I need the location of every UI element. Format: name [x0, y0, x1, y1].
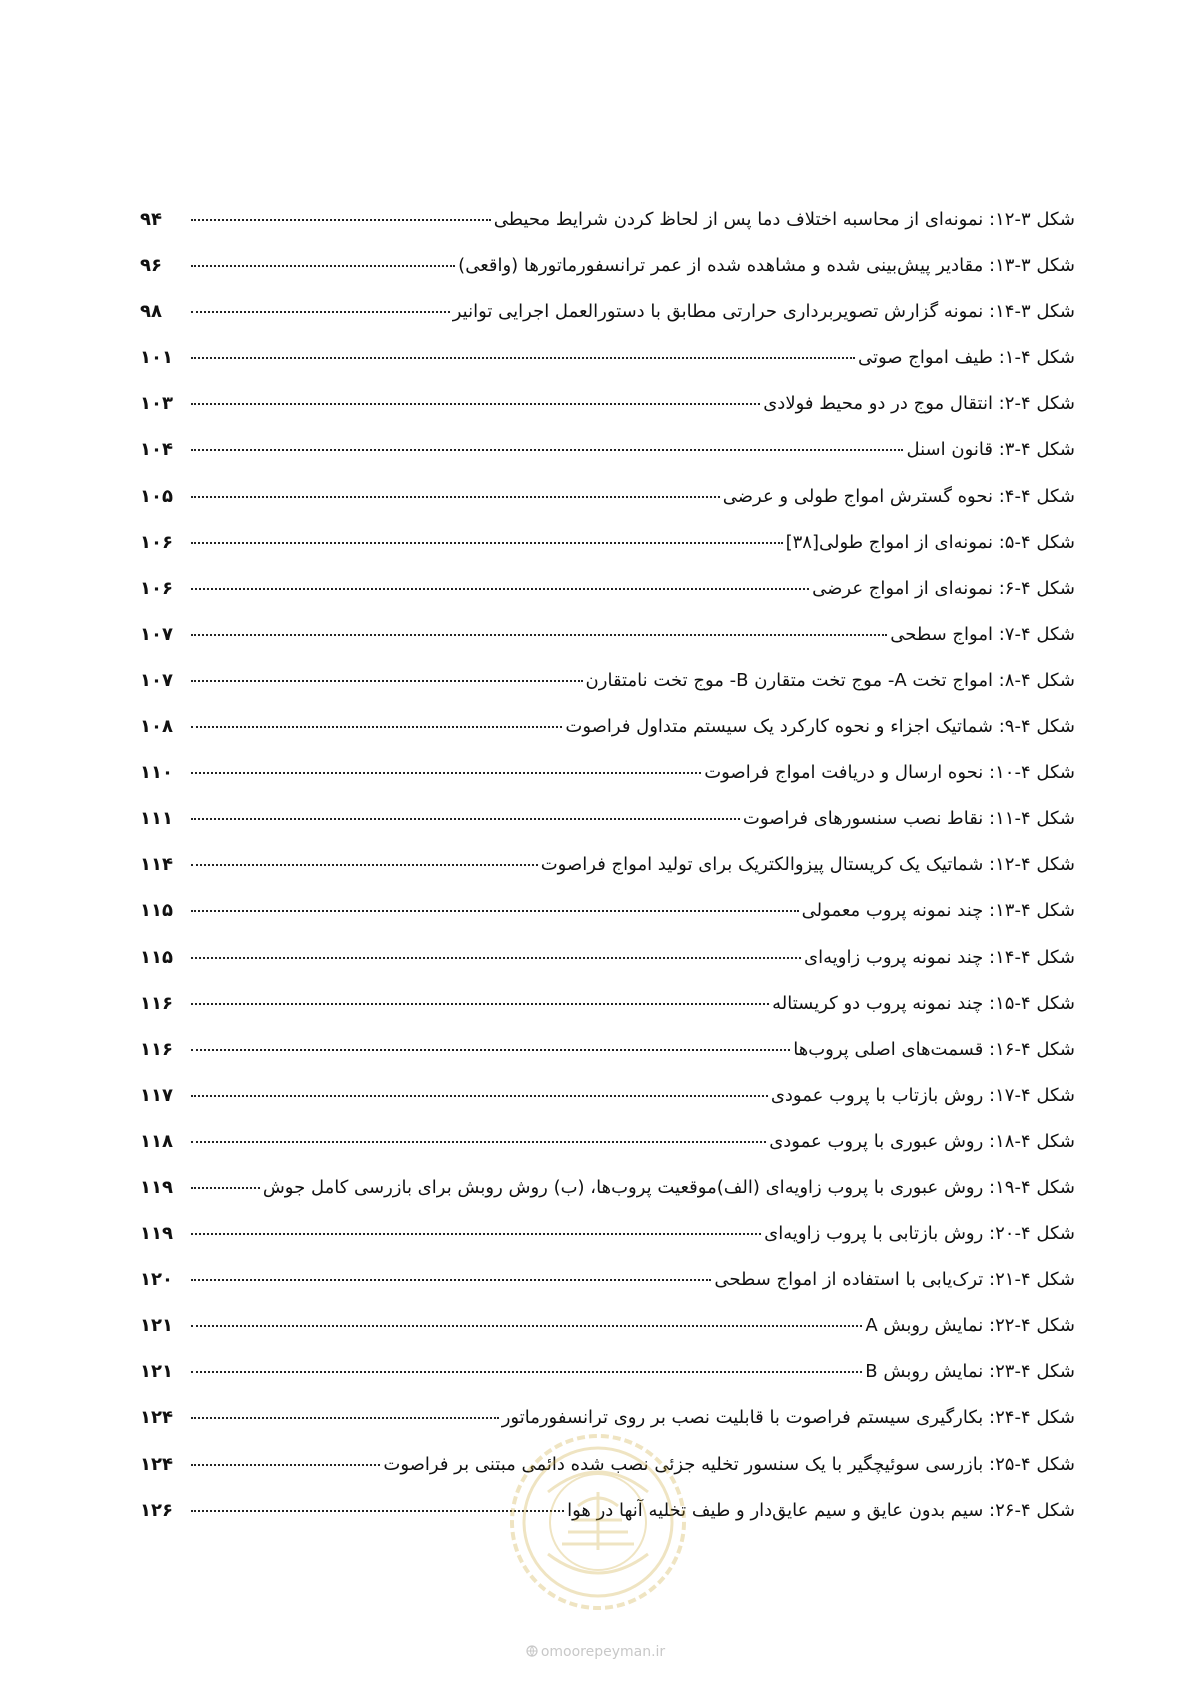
- toc-row[interactable]: [140, 346, 1075, 392]
- entry-title: شکل ۴-۱۶: قسمت‌های اصلی پروب‌ها: [793, 1038, 1075, 1060]
- entry-title: شکل ۴-۱۴: چند نمونه پروب زاویه‌ای: [804, 946, 1075, 968]
- dot-leader: [191, 818, 740, 820]
- entry-title: شکل ۴-۳: قانون اسنل: [906, 439, 1075, 461]
- toc-row[interactable]: [140, 992, 1075, 1038]
- globe-icon: [526, 1645, 538, 1657]
- page-number: ۱۰۶: [140, 577, 173, 599]
- toc-row[interactable]: [140, 300, 1075, 346]
- entry-title: شکل ۴-۴: نحوه گسترش امواج طولی و عرضی: [722, 485, 1075, 507]
- toc-row[interactable]: [140, 669, 1075, 715]
- dot-leader: [191, 1464, 380, 1466]
- toc-row[interactable]: [140, 254, 1075, 300]
- seal-logo-icon: [508, 1432, 688, 1612]
- page-number: ۱۰۴: [140, 439, 173, 461]
- entry-title: شکل ۴-۵: نمونه‌ای از امواج طولی[۳۸]: [785, 531, 1075, 553]
- toc-row[interactable]: [140, 1360, 1075, 1406]
- page-number: ۹۸: [140, 301, 162, 323]
- entry-title: شکل ۴-۱: طیف امواج صوتی: [857, 347, 1075, 369]
- page-number: ۱۱۶: [140, 1038, 173, 1060]
- page-number: ۹۶: [140, 255, 162, 277]
- dot-leader: [191, 403, 760, 405]
- page-number: ۹۴: [140, 209, 162, 230]
- page-number: ۱۰۸: [140, 716, 173, 738]
- page-number: ۱۱۷: [140, 1084, 173, 1106]
- dot-leader: [191, 864, 538, 866]
- dot-leader: [191, 680, 583, 682]
- entry-title: شکل ۴-۷: امواج سطحی: [890, 623, 1075, 645]
- page-number: ۱۰۱: [140, 347, 173, 369]
- toc-row[interactable]: [140, 761, 1075, 807]
- toc-row[interactable]: [140, 715, 1075, 761]
- dot-leader: [191, 1279, 711, 1281]
- toc-row[interactable]: [140, 208, 1075, 254]
- entry-title: شکل ۳-۱۲: نمونه‌ای از محاسبه اختلاف دما پس از لحاظ کردن شرایط محیطی: [493, 209, 1075, 230]
- page-number: ۱۱۵: [140, 900, 173, 922]
- dot-leader: [191, 1417, 499, 1419]
- page-number: ۱۱۸: [140, 1130, 173, 1152]
- dot-leader: [191, 772, 701, 774]
- entry-title: شکل ۳-۱۴: نمونه گزارش تصویربرداری حرارتی مطابق با دستورالعمل اجرایی توانیر: [452, 301, 1075, 323]
- toc-row[interactable]: [140, 1268, 1075, 1314]
- toc-row[interactable]: [140, 577, 1075, 623]
- dot-leader: [191, 910, 799, 912]
- dot-leader: [191, 588, 809, 590]
- page-number: ۱۱۱: [140, 808, 173, 830]
- dot-leader: [191, 265, 455, 267]
- entry-title: شکل ۴-۱۸: روش عبوری با پروب عمودی: [769, 1130, 1075, 1152]
- entry-title: شکل ۴-۲۵: بازرسی سوئیچگیر با یک سنسور تخلیه جزئی نصب شده دائمی مبتنی بر فراصوت: [383, 1453, 1075, 1475]
- entry-title: شکل ۴-۲۴: بکارگیری سیستم فراصوت با قابلیت نصب بر روی ترانسفورماتور: [501, 1407, 1075, 1429]
- toc-row[interactable]: [140, 1130, 1075, 1176]
- entry-title: شکل ۴-۲۶: سیم بدون عایق و سیم عایق‌دار و طیف تخلیه آنها در هوا: [567, 1499, 1075, 1521]
- watermark-url: [0, 1644, 1191, 1660]
- page-number: ۱۰۵: [140, 485, 173, 507]
- dot-leader: [191, 634, 887, 636]
- dot-leader: [191, 1141, 766, 1143]
- toc-row[interactable]: [140, 1314, 1075, 1360]
- entry-title: شکل ۴-۱۳: چند نمونه پروب معمولی: [801, 900, 1075, 922]
- toc-row[interactable]: [140, 1084, 1075, 1130]
- page-number: ۱۱۴: [140, 854, 173, 876]
- dot-leader: [191, 1095, 768, 1097]
- toc-row[interactable]: [140, 1176, 1075, 1222]
- entry-title: شکل ۴-۸: امواج تخت A- موج تخت متقارن B- موج تخت نامتقارن: [585, 669, 1075, 691]
- dot-leader: [191, 1325, 862, 1327]
- toc-row[interactable]: [140, 807, 1075, 853]
- dot-leader: [191, 957, 801, 959]
- page-number: ۱۲۱: [140, 1361, 173, 1383]
- page-number: ۱۱۶: [140, 992, 173, 1014]
- dot-leader: [191, 496, 720, 498]
- entry-title: شکل ۴-۹: شماتیک اجزاء و نحوه کارکرد یک سیستم متداول فراصوت: [565, 716, 1075, 738]
- entry-title: شکل ۴-۱۹: روش عبوری با پروب زاویه‌ای (الف)موقعیت پروب‌ها، (ب) روش روبش برای بازرسی کامل جوش: [262, 1176, 1075, 1198]
- dot-leader: [191, 311, 450, 313]
- toc-row[interactable]: [140, 946, 1075, 992]
- toc-row[interactable]: [140, 392, 1075, 438]
- page-number: ۱۲۶: [140, 1499, 173, 1521]
- toc-row[interactable]: [140, 438, 1075, 484]
- entry-title: شکل ۴-۲۱: ترک‌یابی با استفاده از امواج سطحی: [714, 1269, 1075, 1291]
- dot-leader: [191, 357, 855, 359]
- page-number: ۱۱۹: [140, 1223, 173, 1245]
- toc-row[interactable]: [140, 1038, 1075, 1084]
- table-of-figures: [140, 208, 1075, 1545]
- entry-title: شکل ۴-۲۲: نمایش روبش A: [865, 1315, 1075, 1337]
- page-number: ۱۲۴: [140, 1453, 173, 1475]
- entry-title: شکل ۴-۲۰: روش بازتابی با پروب زاویه‌ای: [764, 1223, 1075, 1245]
- entry-title: شکل ۴-۱۱: نقاط نصب سنسورهای فراصوت: [742, 808, 1075, 830]
- dot-leader: [191, 542, 783, 544]
- dot-leader: [191, 1371, 862, 1373]
- entry-title: شکل ۴-۱۷: روش بازتاب با پروب عمودی: [770, 1084, 1075, 1106]
- dot-leader: [191, 219, 491, 221]
- dot-leader: [191, 1049, 790, 1051]
- page-number: ۱۱۰: [140, 762, 173, 784]
- dot-leader: [191, 726, 562, 728]
- entry-title: شکل ۴-۱۰: نحوه ارسال و دریافت امواج فراصوت: [704, 762, 1075, 784]
- dot-leader: [191, 1003, 769, 1005]
- toc-row[interactable]: [140, 623, 1075, 669]
- toc-row[interactable]: [140, 531, 1075, 577]
- page-number: ۱۲۴: [140, 1407, 173, 1429]
- toc-row[interactable]: [140, 853, 1075, 899]
- entry-title: شکل ۴-۱۵: چند نمونه پروب دو کریستاله: [772, 992, 1075, 1014]
- dot-leader: [191, 449, 903, 451]
- page-number: ۱۱۵: [140, 946, 173, 968]
- page-number: ۱۰۷: [140, 669, 173, 691]
- toc-row[interactable]: [140, 899, 1075, 945]
- watermark-url-text: omoorepeyman.ir: [540, 1644, 666, 1660]
- toc-row[interactable]: [140, 1222, 1075, 1268]
- page-number: ۱۱۹: [140, 1176, 173, 1198]
- page-number: ۱۰۷: [140, 623, 173, 645]
- toc-row[interactable]: [140, 485, 1075, 531]
- page-number: ۱۲۱: [140, 1315, 173, 1337]
- page-number: ۱۲۰: [140, 1269, 173, 1291]
- dot-leader: [191, 1233, 761, 1235]
- entry-title: شکل ۴-۲: انتقال موج در دو محیط فولادی: [763, 393, 1075, 415]
- dot-leader: [191, 1187, 260, 1189]
- entry-title: شکل ۴-۶: نمونه‌ای از امواج عرضی: [812, 577, 1075, 599]
- page-number: ۱۰۶: [140, 531, 173, 553]
- entry-title: شکل ۴-۱۲: شماتیک یک کریستال پیزوالکتریک برای تولید امواج فراصوت: [540, 854, 1075, 876]
- entry-title: شکل ۴-۲۳: نمایش روبش B: [865, 1361, 1075, 1383]
- entry-title: شکل ۳-۱۳: مقادیر پیش‌بینی شده و مشاهده شده از عمر ترانسفورماتورها (واقعی): [458, 255, 1075, 277]
- page-number: ۱۰۳: [140, 393, 173, 415]
